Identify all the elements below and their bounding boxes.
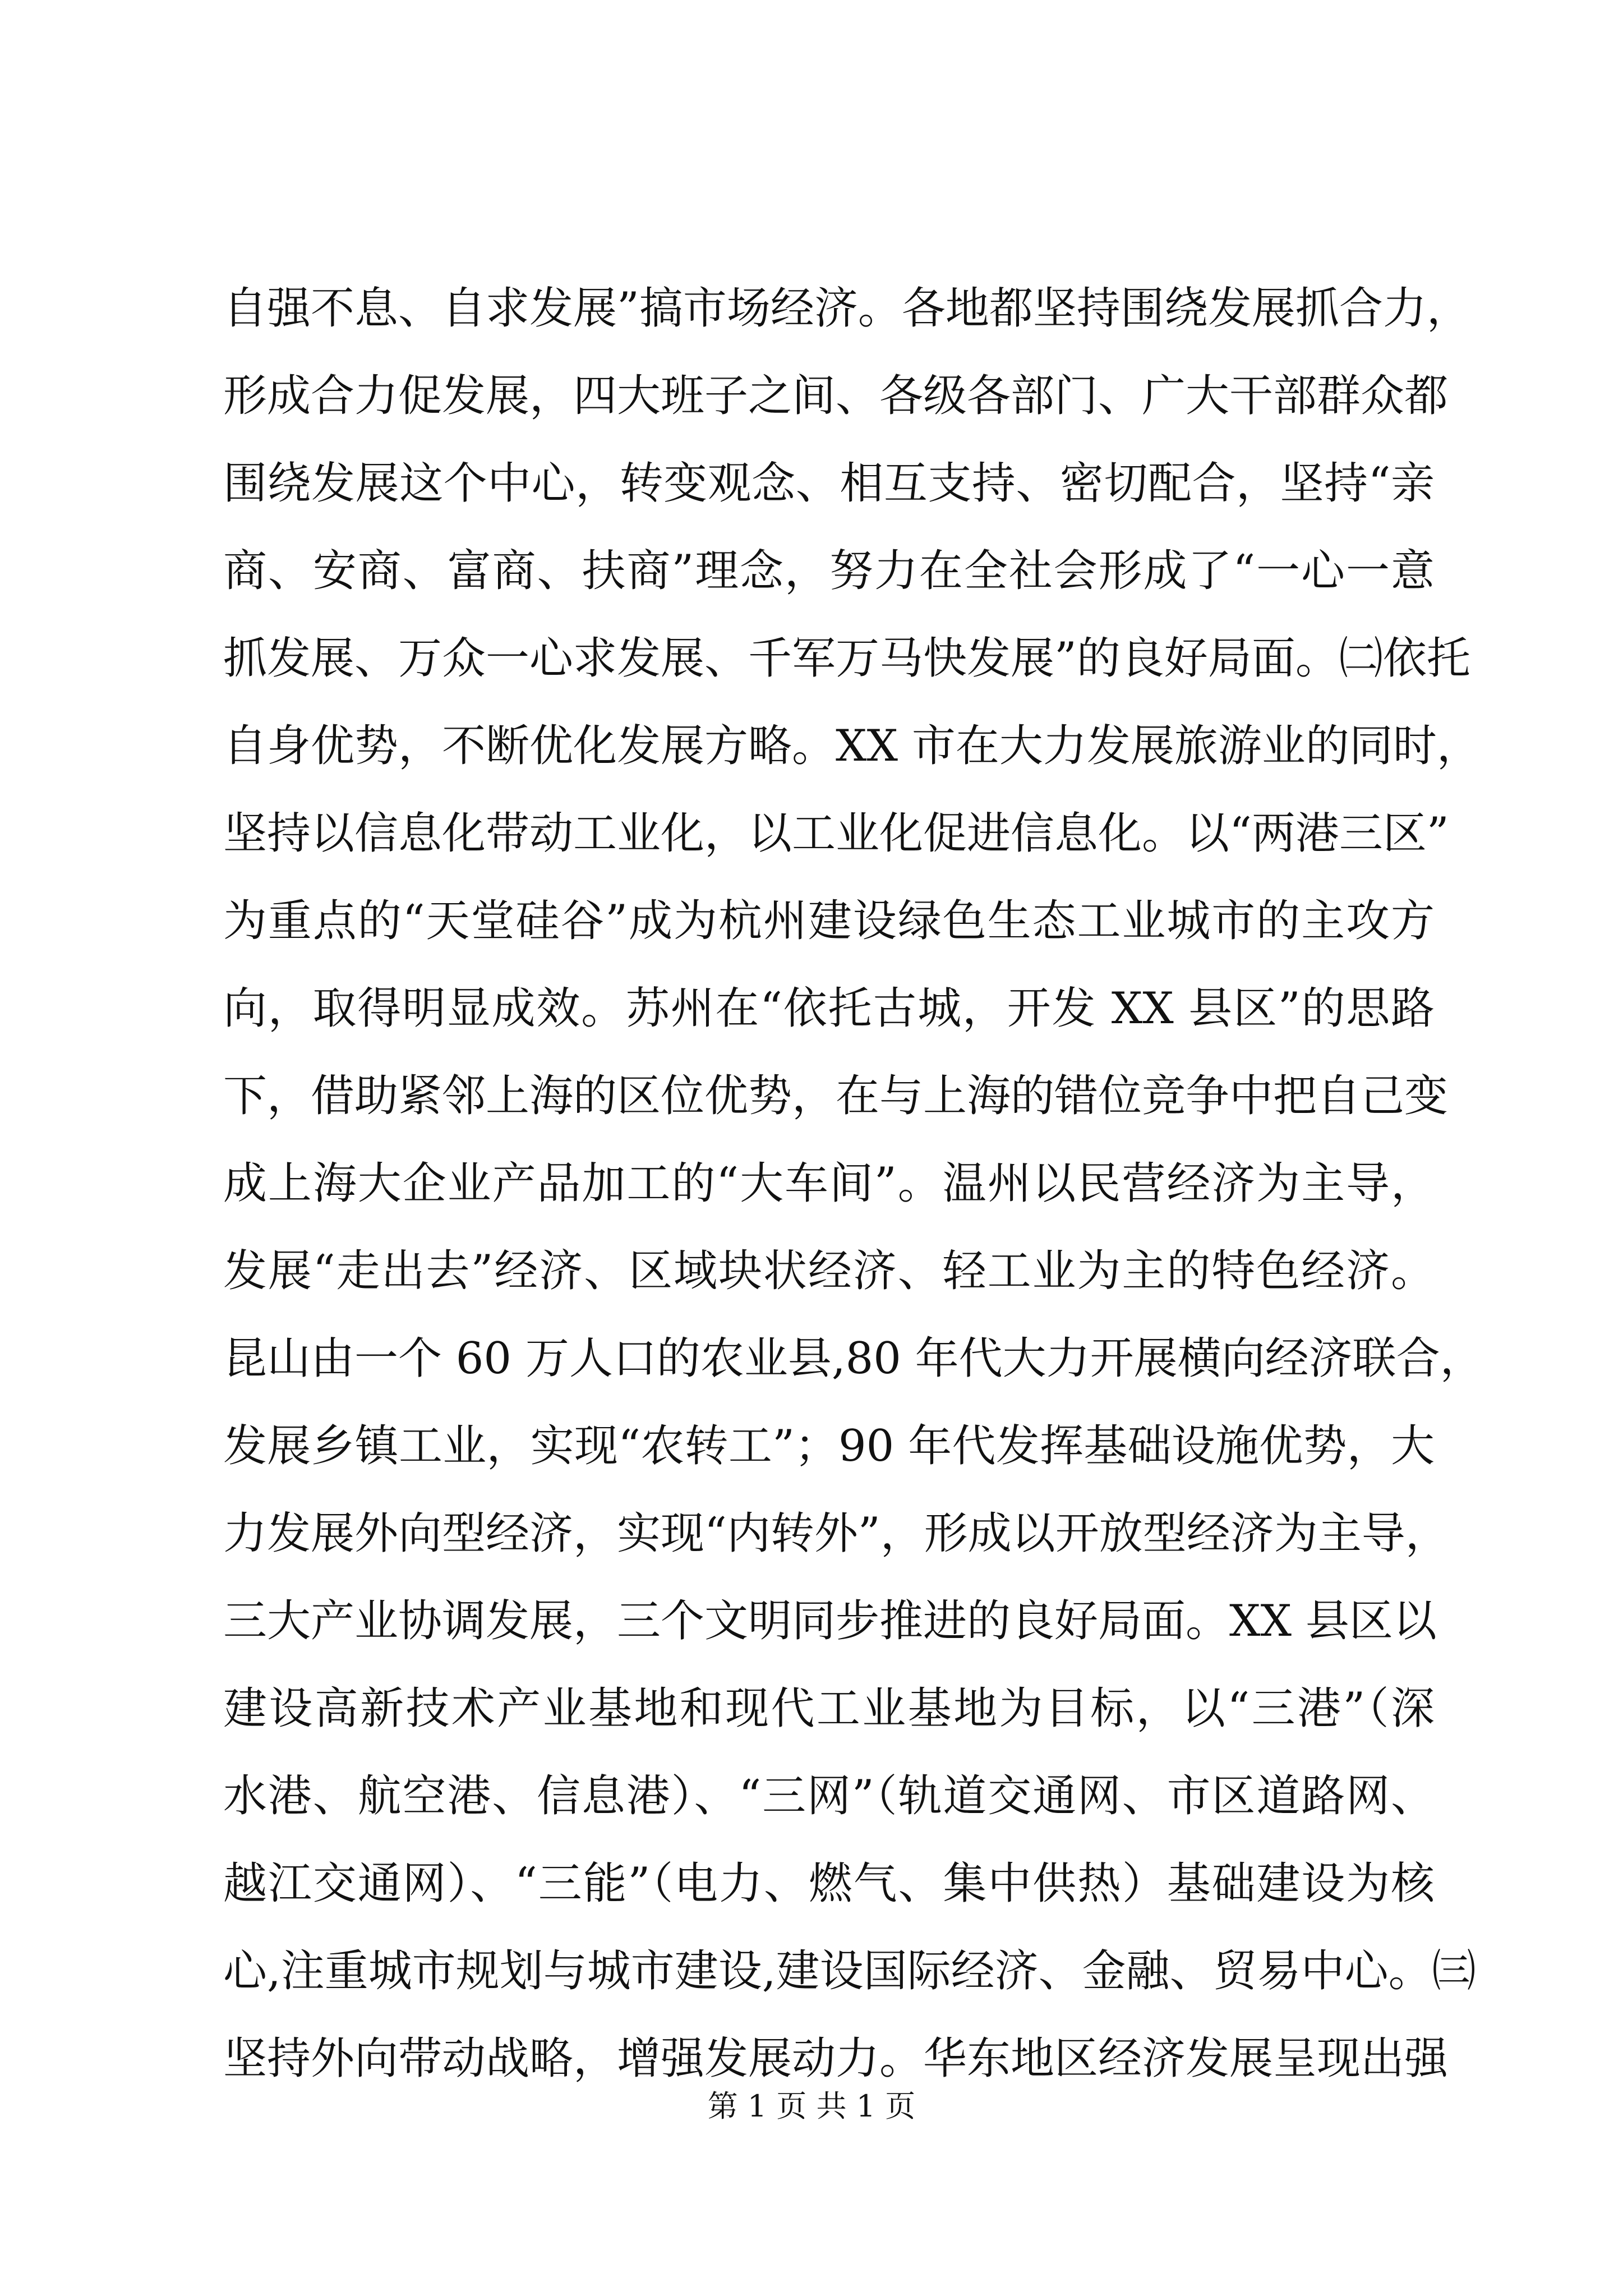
text-line: 抓发展、万众一心求发展、千军万马快发展”的良好局面。㈡依托 — [223, 633, 1470, 684]
text-line: 发展“走出去”经济、区域块状经济、轻工业为主的特色经济。 — [223, 1246, 1435, 1296]
body-text — [223, 265, 1484, 2102]
text-line: 建设高新技术产业基地和现代工业基地为目标，以“三港”（深 — [223, 1683, 1435, 1734]
text-line: 商、安商、富商、扶商”理念，努力在全社会形成了“一心一意 — [223, 546, 1435, 596]
text-line: 昆山由一个 60 万人口的农业县,80 年代大力开展横向经济联合， — [223, 1333, 1484, 1384]
text-line: 向，取得明显成效。苏州在“依托古城，开发 XX 县区”的思路 — [223, 983, 1435, 1034]
text-line: 坚持以信息化带动工业化，以工业化促进信息化。以“两港三区” — [223, 808, 1449, 859]
text-line: 成上海大企业产品加工的“大车间”。温州以民营经济为主导， — [223, 1158, 1435, 1209]
text-line: 越江交通网）、“三能”（电力、燃气、集中供热）基础建设为核 — [223, 1858, 1435, 1909]
text-line: 力发展外向型经济，实现“内转外”，形成以开放型经济为主导， — [223, 1508, 1449, 1559]
text-line: 发展乡镇工业，实现“农转工”；90 年代发挥基础设施优势，大 — [223, 1421, 1435, 1471]
page-footer: 第 1 页 共 1 页 — [707, 2088, 916, 2124]
text-line: 心,注重城市规划与城市建设,建设国际经济、金融、贸易中心。㈢ — [223, 1946, 1476, 1996]
text-line: 围绕发展这个中心，转变观念、相互支持、密切配合，坚持“亲 — [223, 458, 1435, 509]
text-line: 自身优势，不断优化发展方略。XX 市在大力发展旅游业的同时， — [223, 721, 1481, 771]
text-line: 水港、航空港、信息港）、“三网”（轨道交通网、市区道路网、 — [223, 1771, 1435, 1821]
text-line: 自强不息、自求发展”搞市场经济。各地都坚持围绕发展抓合力， — [223, 283, 1470, 334]
text-line: 下，借助紧邻上海的区位优势，在与上海的错位竞争中把自己变 — [223, 1071, 1449, 1121]
text-line: 坚持外向带动战略，增强发展动力。华东地区经济发展呈现出强 — [223, 2033, 1449, 2084]
text-line: 为重点的“天堂硅谷”成为杭州建设绿色生态工业城市的主攻方 — [223, 896, 1435, 946]
text-line: 形成合力促发展，四大班子之间、各级各部门、广大干部群众都 — [223, 371, 1449, 421]
text-line: 三大产业协调发展，三个文明同步推进的良好局面。XX 县区以 — [223, 1596, 1437, 1646]
